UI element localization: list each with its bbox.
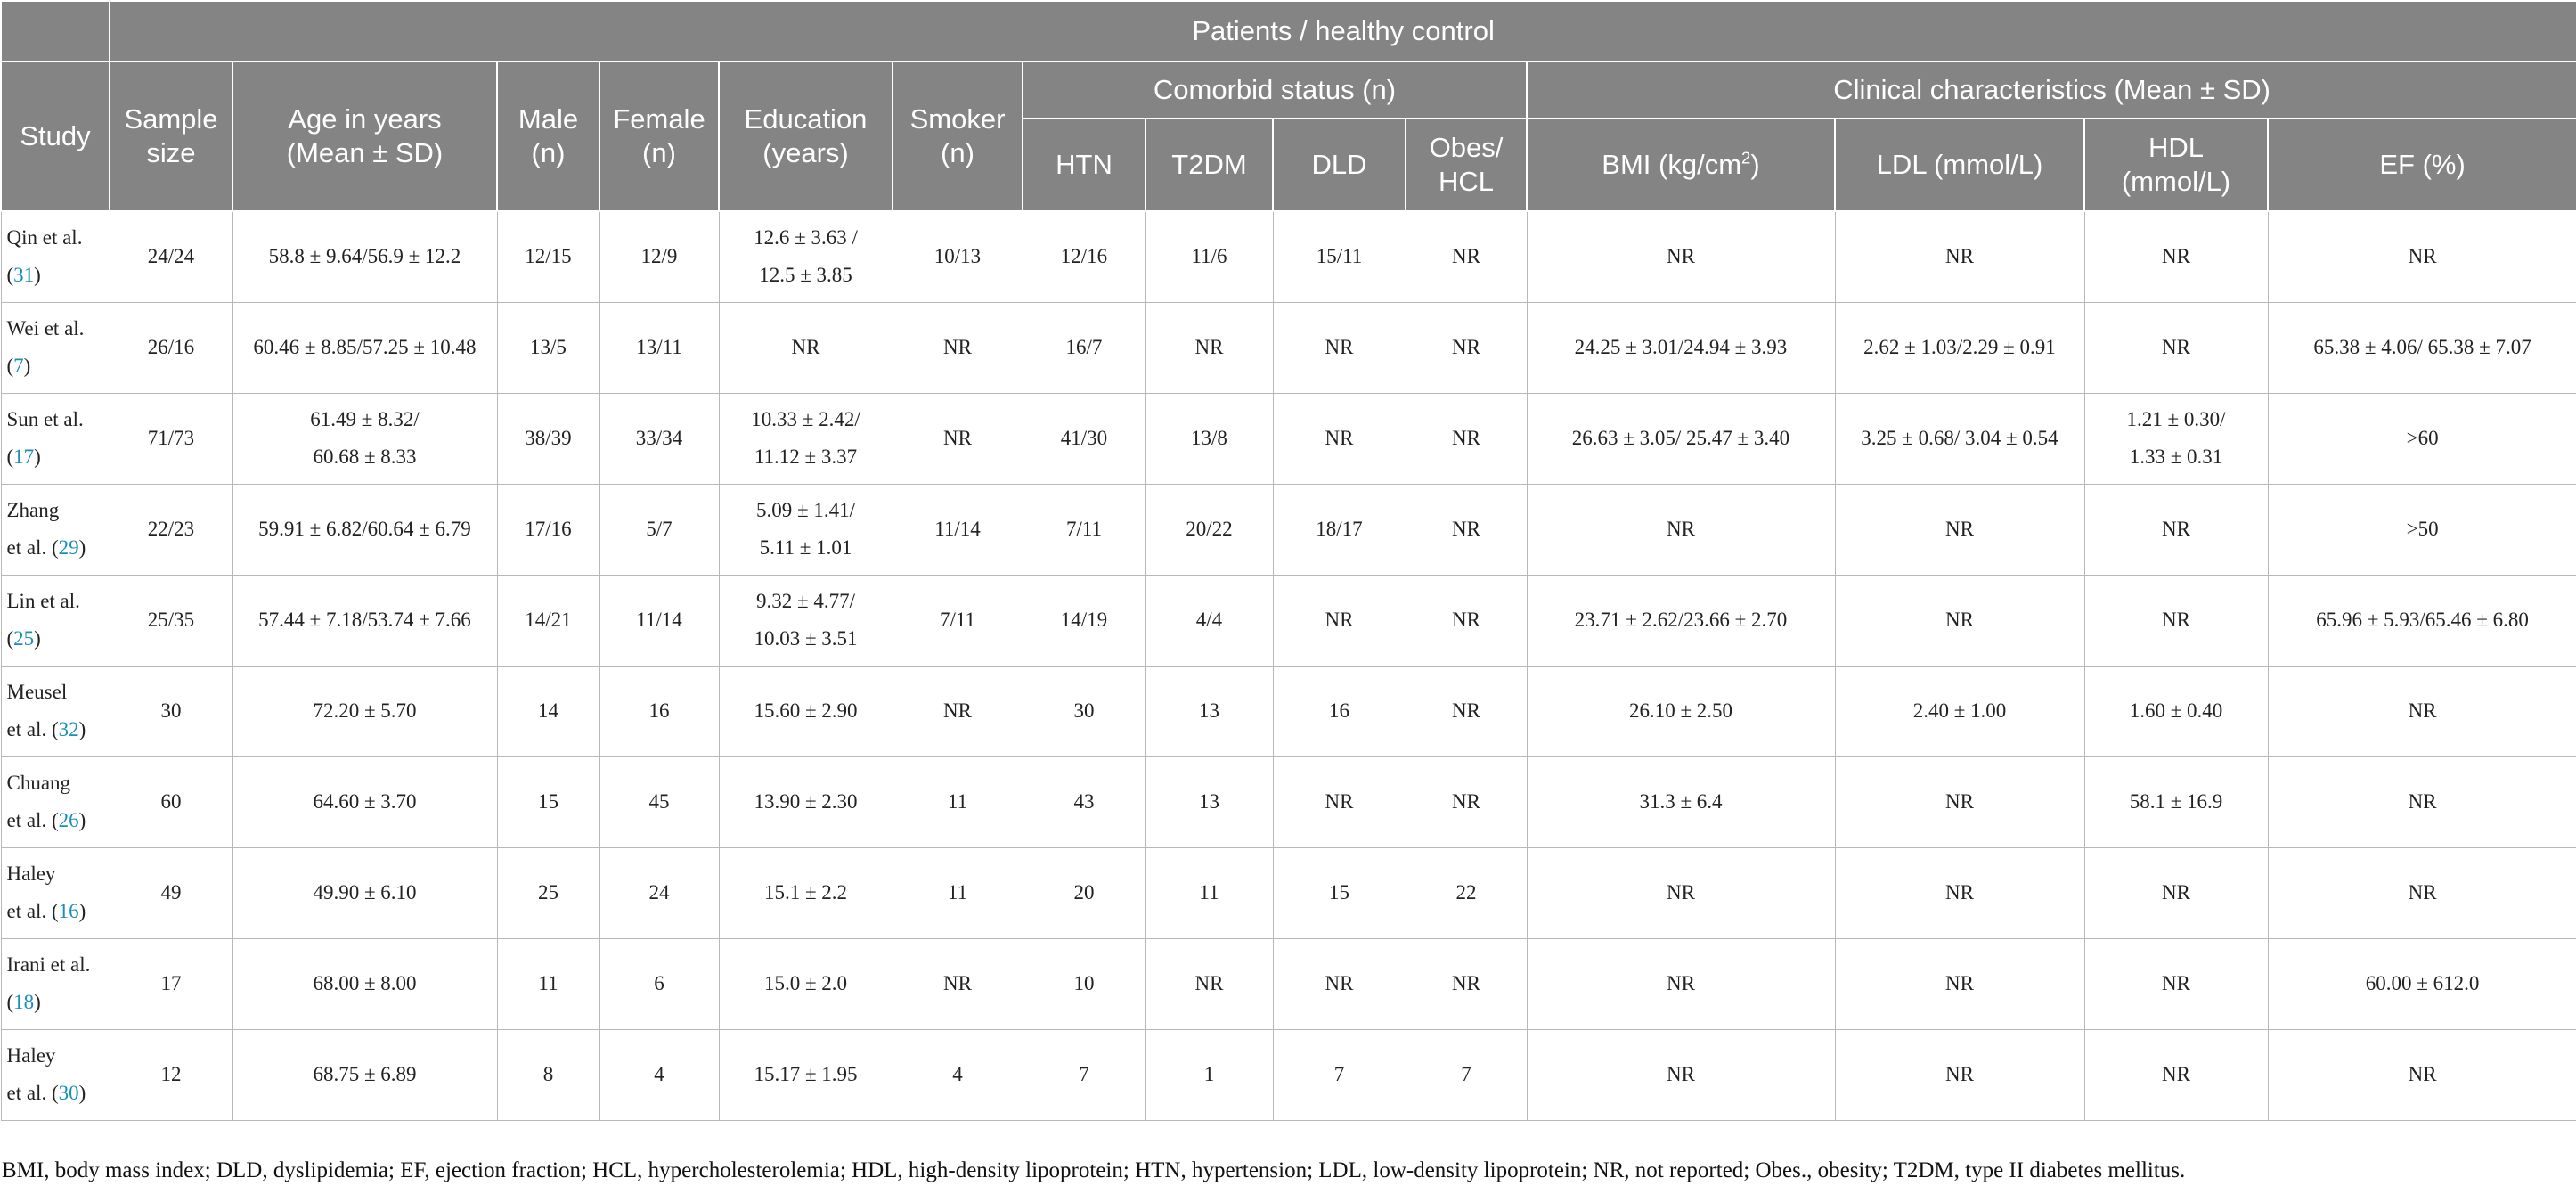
table-footnote: BMI, body mass index; DLD, dyslipidemia; EF, ejection fraction; HCL, hypercholesterolemia; HDL, high-density lipoprotein; HTN, hypertension; LDL, low-density lipoprotein; NR, not reported; Obes., obesity; T2DM, type II diabetes mellitus. xyxy=(2,1158,2186,1182)
cell-study: Lin et al. (25) xyxy=(1,575,110,666)
cell-ldl: NR xyxy=(1835,847,2084,938)
cell-study: Wei et al. (7) xyxy=(1,302,110,393)
cell-htn: 7/11 xyxy=(1023,484,1145,575)
cell-study: Chuang et al. (26) xyxy=(1,756,110,847)
cell-bmi: NR xyxy=(1527,211,1835,302)
cell-t2dm: 13 xyxy=(1145,666,1273,756)
cell-smoker: NR xyxy=(893,666,1023,756)
cell-dld: 16 xyxy=(1273,666,1406,756)
cell-ldl: NR xyxy=(1835,575,2084,666)
cell-ef: NR xyxy=(2268,666,2576,756)
cell-female: 33/34 xyxy=(599,393,719,484)
cell-education: 13.90 ± 2.30 xyxy=(719,756,893,847)
cell-sample-size: 12 xyxy=(110,1029,232,1120)
table-row xyxy=(1,575,2576,666)
cell-female: 11/14 xyxy=(599,575,719,666)
header-spacer xyxy=(1,1,110,61)
cell-t2dm: NR xyxy=(1145,302,1273,393)
cell-study: Haley et al. (30) xyxy=(1,1029,110,1120)
cell-hdl: NR xyxy=(2084,847,2268,938)
cell-obes-hcl: NR xyxy=(1406,484,1527,575)
cell-age: 64.60 ± 3.70 xyxy=(232,756,497,847)
cell-female: 5/7 xyxy=(599,484,719,575)
cell-obes-hcl: NR xyxy=(1406,575,1527,666)
cell-female: 6 xyxy=(599,938,719,1029)
cell-obes-hcl: 7 xyxy=(1406,1029,1527,1120)
cell-smoker: NR xyxy=(893,938,1023,1029)
cell-dld: NR xyxy=(1273,575,1406,666)
cell-male: 13/5 xyxy=(497,302,599,393)
cell-sample-size: 60 xyxy=(110,756,232,847)
reference-link[interactable]: 17 xyxy=(13,446,35,468)
cell-male: 14 xyxy=(497,666,599,756)
cell-hdl: NR xyxy=(2084,1029,2268,1120)
table-header xyxy=(1,1,2576,211)
col-sample-size: Sample size xyxy=(110,61,232,211)
cell-ef: NR xyxy=(2268,847,2576,938)
cell-hdl: NR xyxy=(2084,938,2268,1029)
cell-htn: 30 xyxy=(1023,666,1145,756)
cell-male: 8 xyxy=(497,1029,599,1120)
cell-smoker: 4 xyxy=(893,1029,1023,1120)
table-body xyxy=(1,211,2576,1120)
cell-bmi: 23.71 ± 2.62/23.66 ± 2.70 xyxy=(1527,575,1835,666)
cell-obes-hcl: NR xyxy=(1406,211,1527,302)
cell-dld: 18/17 xyxy=(1273,484,1406,575)
cell-ef: 60.00 ± 612.0 xyxy=(2268,938,2576,1029)
cell-education: 15.0 ± 2.0 xyxy=(719,938,893,1029)
reference-link[interactable]: 26 xyxy=(58,809,79,831)
cell-obes-hcl: NR xyxy=(1406,666,1527,756)
table-row xyxy=(1,302,2576,393)
cell-education: 15.1 ± 2.2 xyxy=(719,847,893,938)
cell-sample-size: 22/23 xyxy=(110,484,232,575)
cell-t2dm: 13 xyxy=(1145,756,1273,847)
cell-hdl: NR xyxy=(2084,211,2268,302)
cell-sample-size: 26/16 xyxy=(110,302,232,393)
cell-ldl: 2.40 ± 1.00 xyxy=(1835,666,2084,756)
cell-bmi: NR xyxy=(1527,847,1835,938)
cell-obes-hcl: NR xyxy=(1406,393,1527,484)
cell-age: 59.91 ± 6.82/60.64 ± 6.79 xyxy=(232,484,497,575)
cell-t2dm: 11/6 xyxy=(1145,211,1273,302)
cell-ef: >50 xyxy=(2268,484,2576,575)
cell-bmi: 26.63 ± 3.05/ 25.47 ± 3.40 xyxy=(1527,393,1835,484)
cell-education: 12.6 ± 3.63 / 12.5 ± 3.85 xyxy=(719,211,893,302)
cell-female: 45 xyxy=(599,756,719,847)
cell-study: Meusel et al. (32) xyxy=(1,666,110,756)
table-row xyxy=(1,1029,2576,1120)
cell-bmi: 31.3 ± 6.4 xyxy=(1527,756,1835,847)
cell-t2dm: NR xyxy=(1145,938,1273,1029)
cell-dld: NR xyxy=(1273,393,1406,484)
cell-hdl: NR xyxy=(2084,484,2268,575)
cell-study: Sun et al. (17) xyxy=(1,393,110,484)
cell-sample-size: 17 xyxy=(110,938,232,1029)
cell-dld: NR xyxy=(1273,302,1406,393)
reference-link[interactable]: 25 xyxy=(13,627,35,650)
cell-education: NR xyxy=(719,302,893,393)
cell-hdl: NR xyxy=(2084,302,2268,393)
col-female: Female (n) xyxy=(599,61,719,211)
col-smoker: Smoker (n) xyxy=(893,61,1023,211)
table-row xyxy=(1,211,2576,302)
cell-t2dm: 11 xyxy=(1145,847,1273,938)
cell-sample-size: 71/73 xyxy=(110,393,232,484)
cell-study: Haley et al. (16) xyxy=(1,847,110,938)
cell-dld: 15/11 xyxy=(1273,211,1406,302)
cell-bmi: NR xyxy=(1527,938,1835,1029)
cell-ldl: 2.62 ± 1.03/2.29 ± 0.91 xyxy=(1835,302,2084,393)
cell-htn: 7 xyxy=(1023,1029,1145,1120)
cell-male: 17/16 xyxy=(497,484,599,575)
cell-male: 38/39 xyxy=(497,393,599,484)
cell-education: 15.60 ± 2.90 xyxy=(719,666,893,756)
cell-education: 9.32 ± 4.77/ 10.03 ± 3.51 xyxy=(719,575,893,666)
table-row xyxy=(1,756,2576,847)
cell-t2dm: 20/22 xyxy=(1145,484,1273,575)
cell-smoker: 11/14 xyxy=(893,484,1023,575)
reference-link[interactable]: 7 xyxy=(13,355,24,377)
table-row xyxy=(1,484,2576,575)
cell-female: 13/11 xyxy=(599,302,719,393)
cell-ldl: NR xyxy=(1835,756,2084,847)
cell-female: 12/9 xyxy=(599,211,719,302)
cell-htn: 10 xyxy=(1023,938,1145,1029)
reference-link[interactable]: 16 xyxy=(58,900,79,922)
cell-study: Qin et al. (31) xyxy=(1,211,110,302)
col-education: Education (years) xyxy=(719,61,893,211)
cell-ef: NR xyxy=(2268,1029,2576,1120)
cell-obes-hcl: NR xyxy=(1406,302,1527,393)
cell-age: 57.44 ± 7.18/53.74 ± 7.66 xyxy=(232,575,497,666)
cell-hdl: 58.1 ± 16.9 xyxy=(2084,756,2268,847)
cell-bmi: 24.25 ± 3.01/24.94 ± 3.93 xyxy=(1527,302,1835,393)
cell-smoker: 11 xyxy=(893,847,1023,938)
cell-age: 60.46 ± 8.85/57.25 ± 10.48 xyxy=(232,302,497,393)
col-hdl: HDL (mmol/L) xyxy=(2084,119,2268,211)
cell-ldl: NR xyxy=(1835,211,2084,302)
comorbid-group-title: Comorbid status (n) xyxy=(1023,61,1527,119)
cell-ldl: NR xyxy=(1835,938,2084,1029)
cell-male: 12/15 xyxy=(497,211,599,302)
cell-dld: 15 xyxy=(1273,847,1406,938)
cell-study: Irani et al. (18) xyxy=(1,938,110,1029)
cell-obes-hcl: NR xyxy=(1406,756,1527,847)
cell-t2dm: 13/8 xyxy=(1145,393,1273,484)
clinical-group-title: Clinical characteristics (Mean ± SD) xyxy=(1527,61,2576,119)
cell-male: 15 xyxy=(497,756,599,847)
cell-htn: 41/30 xyxy=(1023,393,1145,484)
table-row xyxy=(1,666,2576,756)
cell-age: 68.75 ± 6.89 xyxy=(232,1029,497,1120)
table-row xyxy=(1,847,2576,938)
cell-ldl: 3.25 ± 0.68/ 3.04 ± 0.54 xyxy=(1835,393,2084,484)
col-t2dm: T2DM xyxy=(1145,119,1273,211)
cell-female: 24 xyxy=(599,847,719,938)
cell-sample-size: 30 xyxy=(110,666,232,756)
cell-bmi: NR xyxy=(1527,1029,1835,1120)
reference-link[interactable]: 18 xyxy=(13,991,35,1013)
table-row xyxy=(1,393,2576,484)
col-ef: EF (%) xyxy=(2268,119,2576,211)
cell-age: 58.8 ± 9.64/56.9 ± 12.2 xyxy=(232,211,497,302)
cell-sample-size: 24/24 xyxy=(110,211,232,302)
col-dld: DLD xyxy=(1273,119,1406,211)
col-obes-hcl: Obes/ HCL xyxy=(1406,119,1527,211)
cell-sample-size: 49 xyxy=(110,847,232,938)
cell-male: 14/21 xyxy=(497,575,599,666)
cell-bmi: 26.10 ± 2.50 xyxy=(1527,666,1835,756)
cell-ldl: NR xyxy=(1835,1029,2084,1120)
reference-link[interactable]: 32 xyxy=(58,718,79,740)
group-title: Patients / healthy control xyxy=(110,1,2576,61)
reference-link[interactable]: 29 xyxy=(58,536,79,559)
cell-female: 16 xyxy=(599,666,719,756)
cell-age: 61.49 ± 8.32/ 60.68 ± 8.33 xyxy=(232,393,497,484)
col-age: Age in years (Mean ± SD) xyxy=(232,61,497,211)
cell-dld: 7 xyxy=(1273,1029,1406,1120)
cell-obes-hcl: 22 xyxy=(1406,847,1527,938)
cell-age: 72.20 ± 5.70 xyxy=(232,666,497,756)
cell-study: Zhang et al. (29) xyxy=(1,484,110,575)
cell-ef: >60 xyxy=(2268,393,2576,484)
cell-education: 5.09 ± 1.41/ 5.11 ± 1.01 xyxy=(719,484,893,575)
reference-link[interactable]: 30 xyxy=(58,1082,79,1104)
cell-sample-size: 25/35 xyxy=(110,575,232,666)
cell-ldl: NR xyxy=(1835,484,2084,575)
cell-education: 15.17 ± 1.95 xyxy=(719,1029,893,1120)
cell-bmi: NR xyxy=(1527,484,1835,575)
cell-ef: 65.38 ± 4.06/ 65.38 ± 7.07 xyxy=(2268,302,2576,393)
col-study: Study xyxy=(1,61,110,211)
cell-education: 10.33 ± 2.42/ 11.12 ± 3.37 xyxy=(719,393,893,484)
cell-smoker: 11 xyxy=(893,756,1023,847)
cell-female: 4 xyxy=(599,1029,719,1120)
col-bmi: BMI $(kg/cm^2)$ xyxy=(1527,119,1835,211)
cell-smoker: NR xyxy=(893,302,1023,393)
cell-t2dm: 1 xyxy=(1145,1029,1273,1120)
cell-hdl: 1.21 ± 0.30/ 1.33 ± 0.31 xyxy=(2084,393,2268,484)
table-row xyxy=(1,938,2576,1029)
cell-dld: NR xyxy=(1273,938,1406,1029)
reference-link[interactable]: 31 xyxy=(13,264,35,287)
cell-smoker: 10/13 xyxy=(893,211,1023,302)
cell-male: 11 xyxy=(497,938,599,1029)
cell-htn: 14/19 xyxy=(1023,575,1145,666)
cell-ef: NR xyxy=(2268,756,2576,847)
cell-htn: 16/7 xyxy=(1023,302,1145,393)
cell-ef: 65.96 ± 5.93/65.46 ± 6.80 xyxy=(2268,575,2576,666)
cell-age: 49.90 ± 6.10 xyxy=(232,847,497,938)
cell-dld: NR xyxy=(1273,756,1406,847)
cell-male: 25 xyxy=(497,847,599,938)
cell-t2dm: 4/4 xyxy=(1145,575,1273,666)
cell-smoker: NR xyxy=(893,393,1023,484)
cell-htn: 43 xyxy=(1023,756,1145,847)
cell-obes-hcl: NR xyxy=(1406,938,1527,1029)
cell-htn: 12/16 xyxy=(1023,211,1145,302)
cell-hdl: 1.60 ± 0.40 xyxy=(2084,666,2268,756)
cell-ef: NR xyxy=(2268,211,2576,302)
cell-smoker: 7/11 xyxy=(893,575,1023,666)
cell-hdl: NR xyxy=(2084,575,2268,666)
col-ldl: LDL (mmol/L) xyxy=(1835,119,2084,211)
cell-age: 68.00 ± 8.00 xyxy=(232,938,497,1029)
cell-htn: 20 xyxy=(1023,847,1145,938)
col-male: Male (n) xyxy=(497,61,599,211)
col-htn: HTN xyxy=(1023,119,1145,211)
